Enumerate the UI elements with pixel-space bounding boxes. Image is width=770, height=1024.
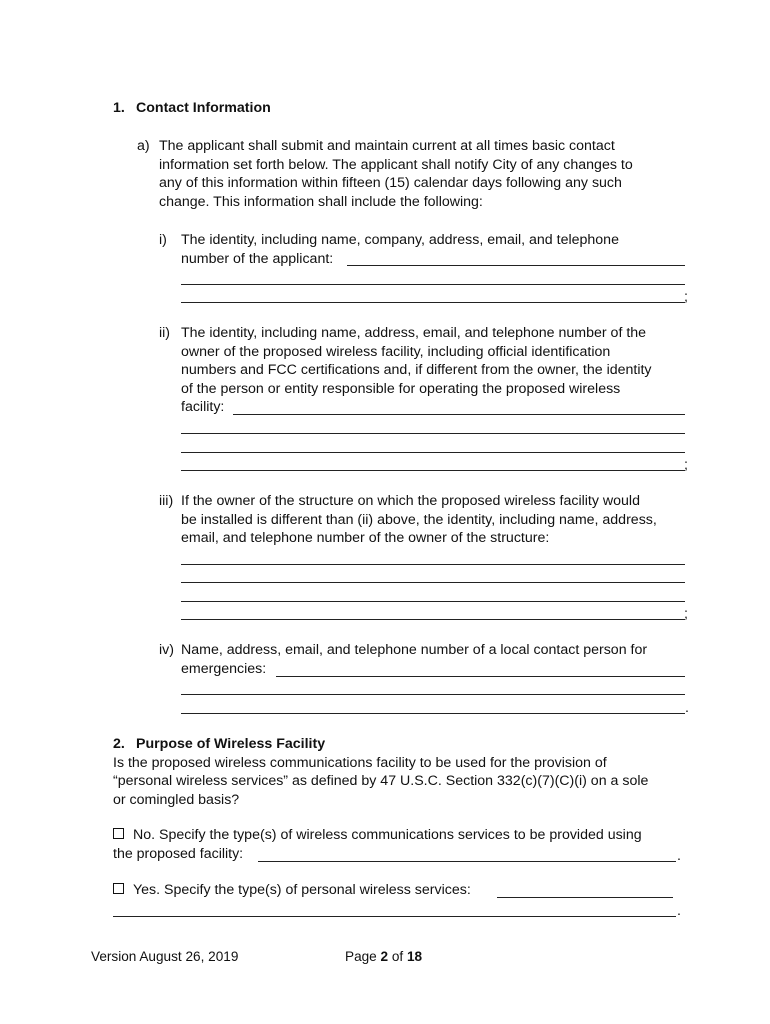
item-a-line-4: change. This information shall include the following:	[159, 193, 483, 210]
yes-services-field-line-2[interactable]	[113, 916, 676, 917]
yes-option-line-1	[113, 881, 471, 900]
owner-field-line-1[interactable]	[233, 414, 685, 415]
page-of-label: of	[391, 949, 404, 964]
item-i-line-1: The identity, including name, company, address, email, and telephone	[181, 232, 619, 248]
item-ii-line-2: owner of the proposed wireless facility, including official identification	[181, 343, 611, 360]
footer-page-number	[345, 948, 422, 966]
owner-field-line-3[interactable]	[181, 452, 685, 453]
item-ii-line-1: The identity, including name, address, email, and telephone number of the	[181, 325, 647, 341]
item-ii-line-5: facility:	[181, 399, 225, 415]
section-1-title: Contact Information	[136, 100, 271, 116]
no-services-field-line[interactable]	[258, 861, 676, 862]
no-option-line-2: the proposed facility:	[113, 846, 244, 862]
yes-option-period: .	[677, 903, 681, 919]
no-option-period: .	[677, 848, 681, 864]
item-iii-line-3: email, and telephone number of the owner of the structure:	[181, 530, 550, 546]
section-2-number: 2.	[113, 736, 125, 752]
item-iv-period: .	[685, 700, 689, 716]
yes-option-text: Yes. Specify the type(s) of personal wireless services:	[133, 882, 471, 898]
no-checkbox[interactable]	[113, 828, 124, 839]
applicant-field-line-3[interactable]	[181, 302, 685, 303]
section-2-question-line-1: Is the proposed wireless communications facility to be used for the provision of	[113, 754, 607, 771]
item-a-line-1: The applicant shall submit and maintain current at all times basic contact	[159, 138, 615, 154]
item-i-line-2: number of the applicant:	[181, 250, 334, 267]
emergency-contact-field-line-3[interactable]	[181, 713, 685, 714]
page-total: 18	[407, 949, 423, 964]
structure-owner-field-line-4[interactable]	[181, 619, 685, 620]
yes-services-field-line-1[interactable]	[497, 897, 673, 898]
emergency-contact-field-line-1[interactable]	[276, 676, 685, 677]
structure-owner-field-line-3[interactable]	[181, 601, 685, 602]
item-a-line-2: information set forth below. The applicant shall notify City of any changes to	[159, 156, 633, 173]
item-ii-label: ii)	[159, 325, 171, 341]
owner-field-line-2[interactable]	[181, 433, 685, 434]
item-ii-semicolon: ;	[684, 457, 688, 473]
item-iv-line-1: Name, address, email, and telephone number of a local contact person for	[181, 642, 648, 658]
applicant-field-line-1[interactable]	[347, 265, 685, 266]
item-ii-line-4: of the person or entity responsible for operating the proposed wireless	[181, 380, 621, 397]
section-2-question-line-2: “personal wireless services” as defined by 47 U.S.C. Section 332(c)(7)(C)(i) on a sole	[113, 773, 649, 789]
footer-version: Version August 26, 2019	[91, 949, 239, 964]
owner-field-line-4[interactable]	[181, 470, 685, 471]
applicant-field-line-2[interactable]	[181, 284, 685, 285]
emergency-contact-field-line-2[interactable]	[181, 694, 685, 695]
page-current: 2	[380, 949, 389, 964]
no-option-text: No. Specify the type(s) of wireless communications services to be provided using	[133, 827, 642, 843]
structure-owner-field-line-1[interactable]	[181, 564, 685, 565]
section-2-title: Purpose of Wireless Facility	[136, 736, 326, 752]
item-iv-label: iv)	[159, 642, 174, 658]
item-iii-semicolon: ;	[684, 606, 688, 622]
item-a-label: a)	[137, 138, 150, 154]
item-ii-line-3: numbers and FCC certifications and, if different from the owner, the identity	[181, 362, 652, 378]
item-i-label: i)	[159, 232, 167, 248]
item-i-semicolon: ;	[684, 289, 688, 305]
item-iii-label: iii)	[159, 493, 174, 509]
item-iv-line-2: emergencies:	[181, 660, 267, 677]
yes-checkbox[interactable]	[113, 883, 124, 894]
section-2-question-line-3: or comingled basis?	[113, 791, 240, 808]
item-iii-line-1: If the owner of the structure on which the proposed wireless facility would	[181, 493, 640, 509]
page-label: Page	[345, 949, 377, 964]
item-a-line-3: any of this information within fifteen (15) calendar days following any such	[159, 175, 622, 191]
section-1-number: 1.	[113, 100, 125, 116]
no-option-line-1	[113, 826, 642, 845]
structure-owner-field-line-2[interactable]	[181, 582, 685, 583]
item-iii-line-2: be installed is different than (ii) above, the identity, including name, address,	[181, 511, 657, 528]
